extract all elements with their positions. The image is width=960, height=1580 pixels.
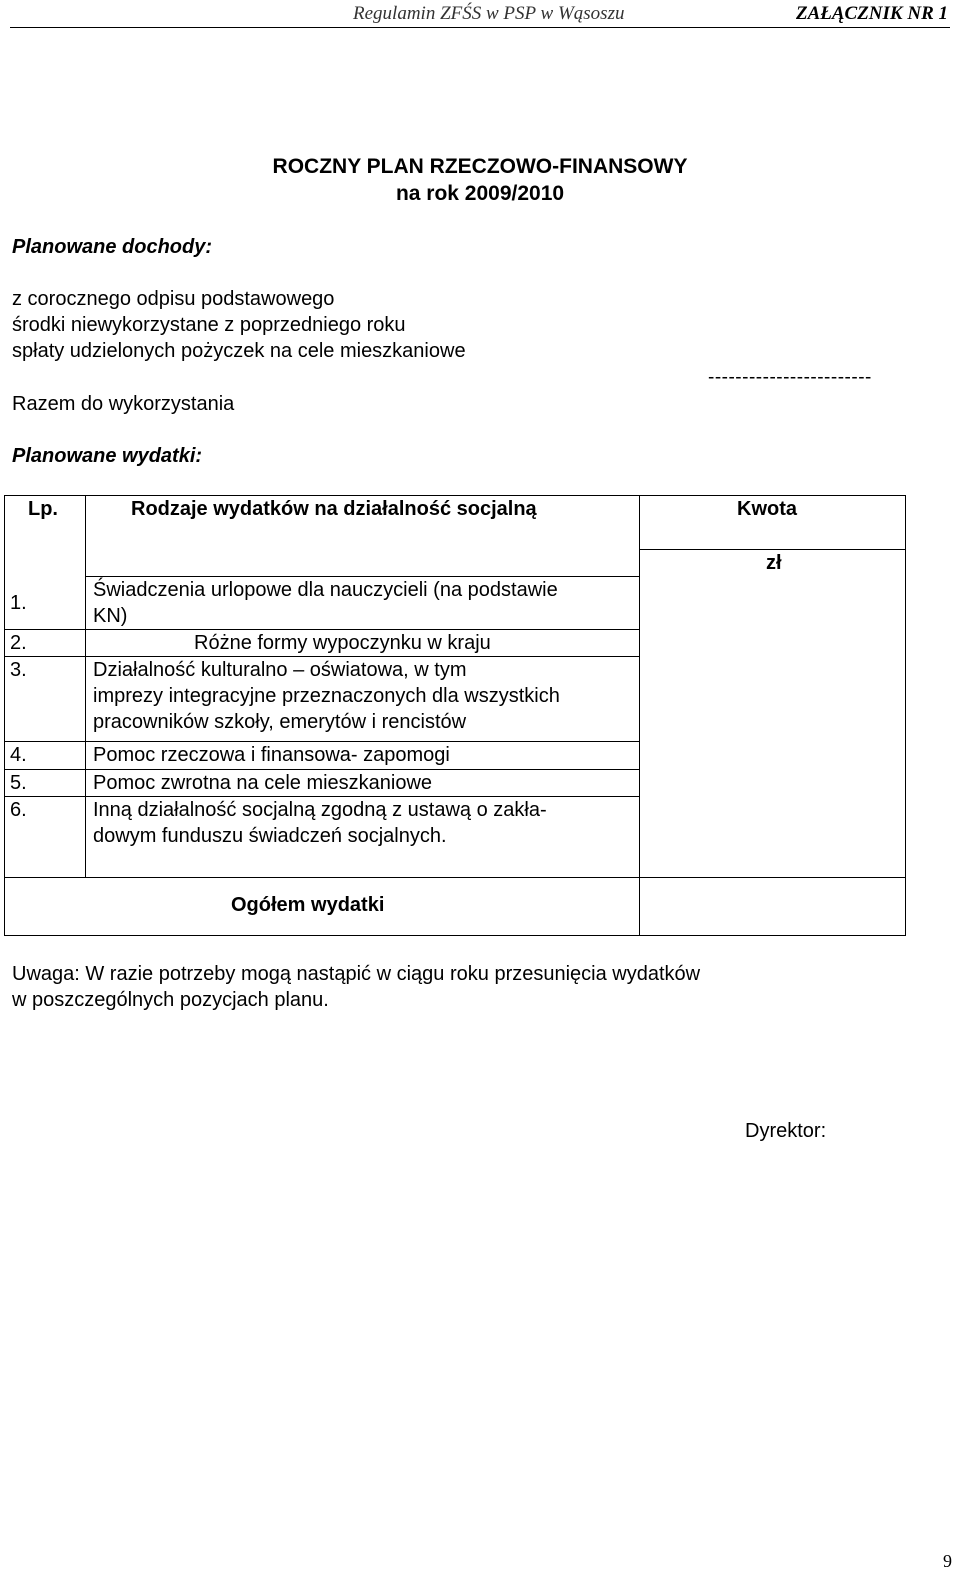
column-header-currency: zł [766, 552, 782, 574]
row-number: 3. [10, 659, 27, 681]
row-expense-type: Inną działalność socjalną zgodną z ustawą o zakła- [93, 799, 547, 821]
amount-separator-line: ------------------------ [708, 367, 872, 388]
column-header-expense-type: Rodzaje wydatków na działalność socjalną [131, 498, 537, 520]
row-expense-type: KN) [93, 605, 128, 627]
income-heading: Planowane dochody: [12, 236, 213, 258]
header-divider [10, 27, 950, 28]
expenses-table [4, 495, 906, 936]
row-number: 4. [10, 744, 27, 766]
income-item: spłaty udzielonych pożyczek na cele mieszkaniowe [12, 340, 466, 362]
row-expense-type: dowym funduszu świadczeń socjalnych. [93, 825, 447, 847]
table-border [4, 495, 5, 936]
page-number: 9 [943, 1551, 952, 1571]
table-row-divider [4, 877, 906, 878]
row-number: 1. [10, 592, 27, 614]
row-number: 6. [10, 799, 27, 821]
expenses-total-label: Ogółem wydatki [231, 894, 385, 916]
expenses-heading: Planowane wydatki: [12, 445, 203, 467]
column-header-amount: Kwota [737, 498, 797, 520]
row-expense-type: pracowników szkoły, emerytów i rencistów [93, 711, 467, 733]
income-total-label: Razem do wykorzystania [12, 393, 235, 415]
note-text: w poszczególnych pozycjach planu. [12, 989, 329, 1011]
note-text: Uwaga: W razie potrzeby mogą nastąpić w ciągu roku przesunięcia wydatków [12, 963, 701, 985]
header-document-title: Regulamin ZFŚS w PSP w Wąsoszu [353, 3, 625, 24]
column-header-lp: Lp. [28, 498, 58, 520]
row-expense-type: imprezy integracyjne przeznaczonych dla wszystkich [93, 685, 560, 707]
table-border [4, 935, 906, 936]
table-column-divider [639, 495, 640, 936]
income-item: środki niewykorzystane z poprzedniego roku [12, 314, 406, 336]
row-expense-type: Działalność kulturalno – oświatowa, w tym [93, 659, 467, 681]
row-number: 2. [10, 632, 27, 654]
row-number: 5. [10, 772, 27, 794]
row-expense-type: Świadczenia urlopowe dla nauczycieli (na podstawie [93, 579, 558, 601]
row-expense-type: Pomoc zwrotna na cele mieszkaniowe [93, 772, 433, 794]
table-column-divider [85, 495, 86, 877]
page-subtitle: na rok 2009/2010 [395, 182, 565, 205]
row-expense-type: Różne formy wypoczynku w kraju [194, 632, 491, 654]
row-expense-type: Pomoc rzeczowa i finansowa- zapomogi [93, 744, 450, 766]
header-attachment-label: ZAŁĄCZNIK NR 1 [795, 3, 948, 24]
signature-label: Dyrektor: [745, 1120, 827, 1142]
table-border [905, 495, 906, 936]
income-item: z corocznego odpisu podstawowego [12, 288, 335, 310]
page-title: ROCZNY PLAN RZECZOWO-FINANSOWY [272, 155, 688, 178]
